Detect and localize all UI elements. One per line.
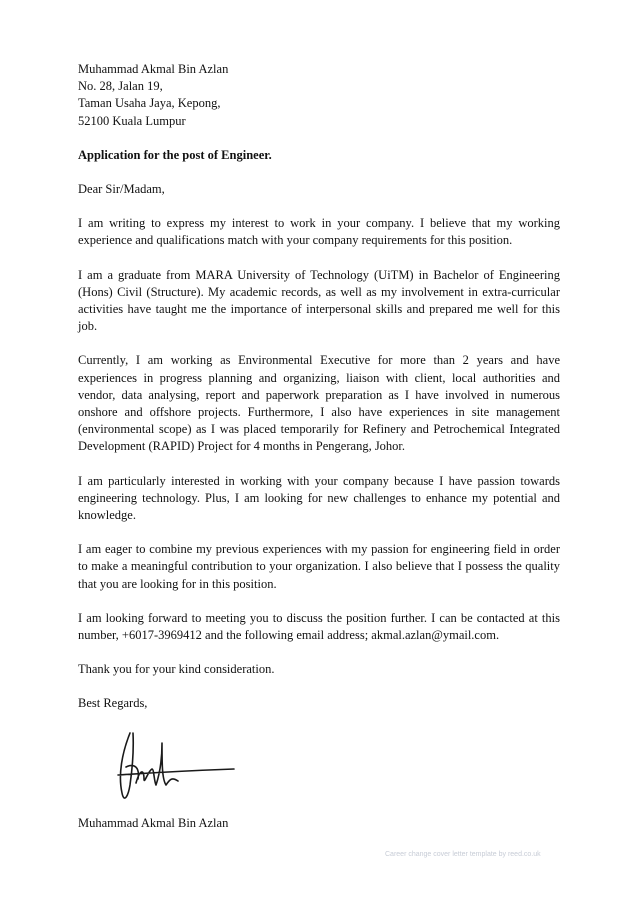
- address-line-1: No. 28, Jalan 19,: [78, 79, 163, 94]
- paragraph-contribution: I am eager to combine my previous experiences with my passion for engineering field in order to make a meaningful contribution to your organization. I also believe that I possess the quality that you are looking for in this position.: [78, 542, 560, 591]
- paragraph-intro: I am writing to express my interest to work in your company. I believe that my working experience and qualifications match with your company requirements for this position.: [78, 216, 560, 248]
- paragraph-interest: I am particularly interested in working with your company because I have passion towards engineering technology. Plus, I am looking for new challenges to enhance my potential and knowledge.: [78, 473, 560, 523]
- address-line-3: 52100 Kuala Lumpur: [78, 113, 186, 128]
- paragraph-education: I am a graduate from MARA University of Technology (UiTM) in Bachelor of Engineering (Hons) Civil (Structure). My academic records, as well as my involvement in extra-curricular activities have taught me the importance of interpersonal skills and prepared me well for this job.: [78, 267, 560, 334]
- handwritten-signature: [78, 723, 236, 811]
- signature-icon: [78, 723, 236, 811]
- closing-line: Thank you for your kind consideration.: [78, 662, 275, 677]
- letter-body: [78, 61, 560, 832]
- address-line-2: Taman Usaha Jaya, Kepong,: [78, 96, 221, 111]
- sender-name: Muhammad Akmal Bin Azlan: [78, 62, 229, 76]
- letter-subject: Application for the post of Engineer.: [78, 147, 272, 162]
- paragraph-experience: Currently, I am working as Environmental Executive for more than 2 years and have experiences in progress planning and organizing, liaison with client, local authorities and vendor, data analysing, report and paperwork preparation as I have involved in numerous onshore and offshore projects. Furthermore, I also have experiences in site management (environmental scope) as I was placed temporarily for Refinery and Petrochemical Integrated Development (RAPID) Project for 4 months in Pengerang, Johor.: [78, 353, 560, 454]
- regards-line: Best Regards,: [78, 696, 148, 711]
- sender-address-block: [78, 61, 560, 130]
- paragraph-contact: I am looking forward to meeting you to discuss the position further. I can be contacted at this number, +6017-3969412 and the following email address; akmal.azlan@ymail.com.: [78, 610, 560, 643]
- salutation: Dear Sir/Madam,: [78, 182, 165, 197]
- footer-watermark: Career change cover letter template by reed.co.uk: [385, 851, 541, 858]
- signer-name: Muhammad Akmal Bin Azlan: [78, 815, 229, 830]
